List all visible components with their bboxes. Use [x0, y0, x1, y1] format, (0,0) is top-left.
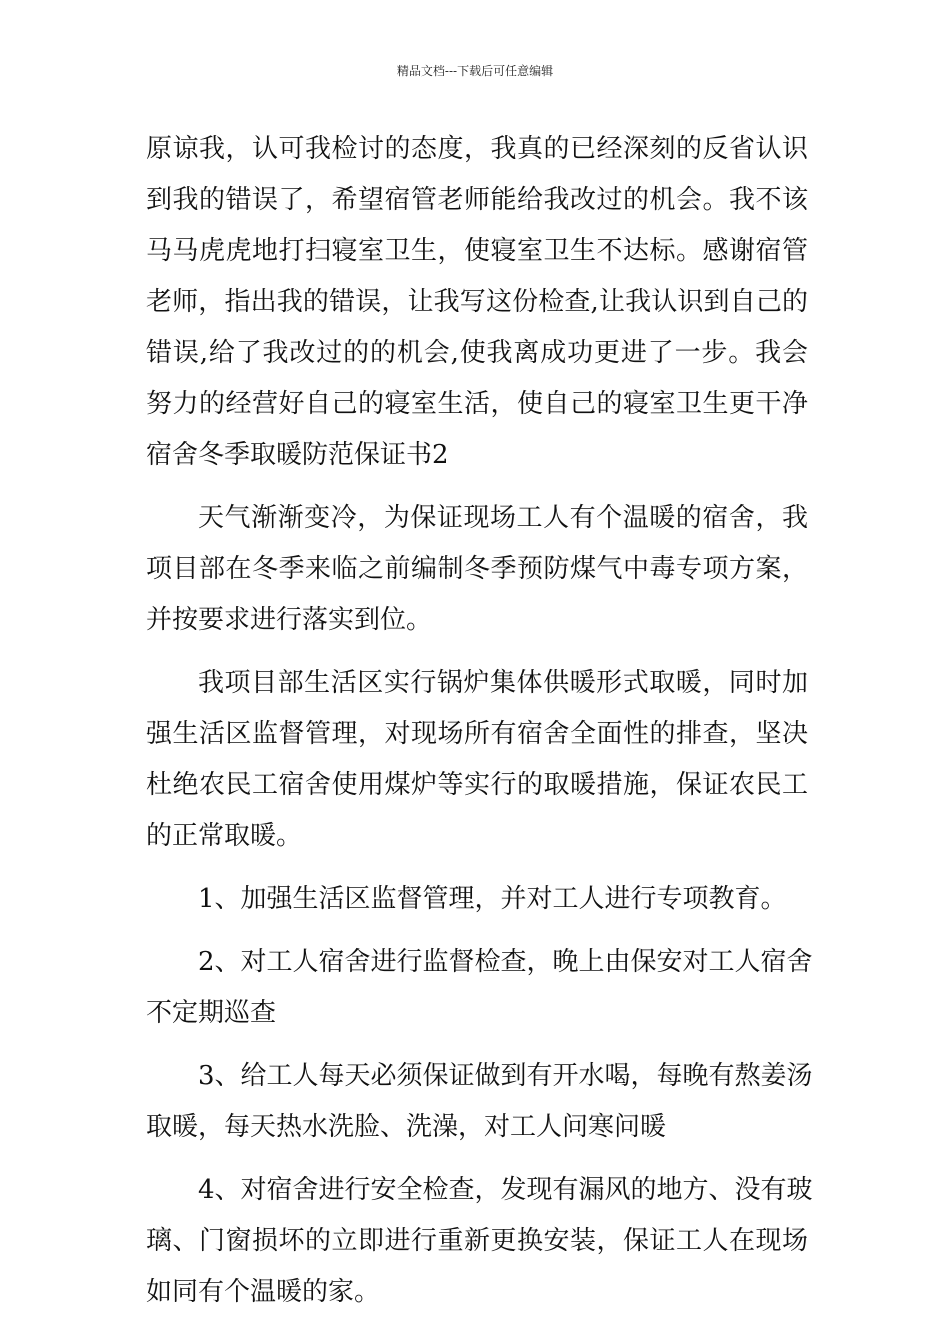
text-line: 天气渐渐变冷，为保证现场工人有个温暖的宿舍，我 [198, 503, 808, 533]
list-item: 1、加强生活区监督管理，并对工人进行专项教育。 [198, 884, 787, 914]
text-line: 马马虎虎地打扫寝室卫生，使寝室卫生不达标。感谢宿管 [146, 236, 808, 266]
list-item: 3、给工人每天必须保证做到有开水喝，每晚有熬姜汤 [198, 1061, 813, 1091]
text-line: 强生活区监督管理，对现场所有宿舍全面性的排查，坚决 [146, 719, 808, 749]
text-line: 不定期巡查 [146, 998, 277, 1028]
text-line: 杜绝农民工宿舍使用煤炉等实行的取暖措施，保证农民工 [146, 770, 808, 800]
list-item: 4、对宿舍进行安全检查，发现有漏风的地方、没有玻 [198, 1175, 813, 1205]
document-body [146, 124, 813, 1318]
page-header: 精品文档---下载后可任意编辑 [396, 64, 554, 78]
text-line: 努力的经营好自己的寝室生活，使自己的寝室卫生更干净 [146, 389, 808, 419]
section-title: 宿舍冬季取暖防范保证书2 [146, 440, 449, 470]
text-line: 老师，指出我的错误，让我写这份检查,让我认识到自己的 [146, 287, 808, 317]
text-line: 错误,给了我改过的的机会,使我离成功更进了一步。我会 [146, 338, 808, 368]
text-line: 并按要求进行落实到位。 [146, 605, 433, 635]
text-line: 如同有个温暖的家。 [146, 1277, 381, 1307]
list-item: 2、对工人宿舍进行监督检查，晚上由保安对工人宿舍 [198, 947, 813, 977]
text-line: 的正常取暖。 [146, 821, 303, 851]
text-line: 璃、门窗损坏的立即进行重新更换安装，保证工人在现场 [146, 1226, 808, 1256]
text-line: 到我的错误了，希望宿管老师能给我改过的机会。我不该 [146, 185, 808, 215]
text-line: 原谅我，认可我检讨的态度，我真的已经深刻的反省认识 [146, 134, 808, 164]
text-line: 项目部在冬季来临之前编制冬季预防煤气中毒专项方案， [146, 554, 808, 584]
text-line: 取暖，每天热水洗脸、洗澡，对工人问寒问暖 [146, 1112, 667, 1142]
text-line: 我项目部生活区实行锅炉集体供暖形式取暖，同时加 [198, 668, 808, 698]
